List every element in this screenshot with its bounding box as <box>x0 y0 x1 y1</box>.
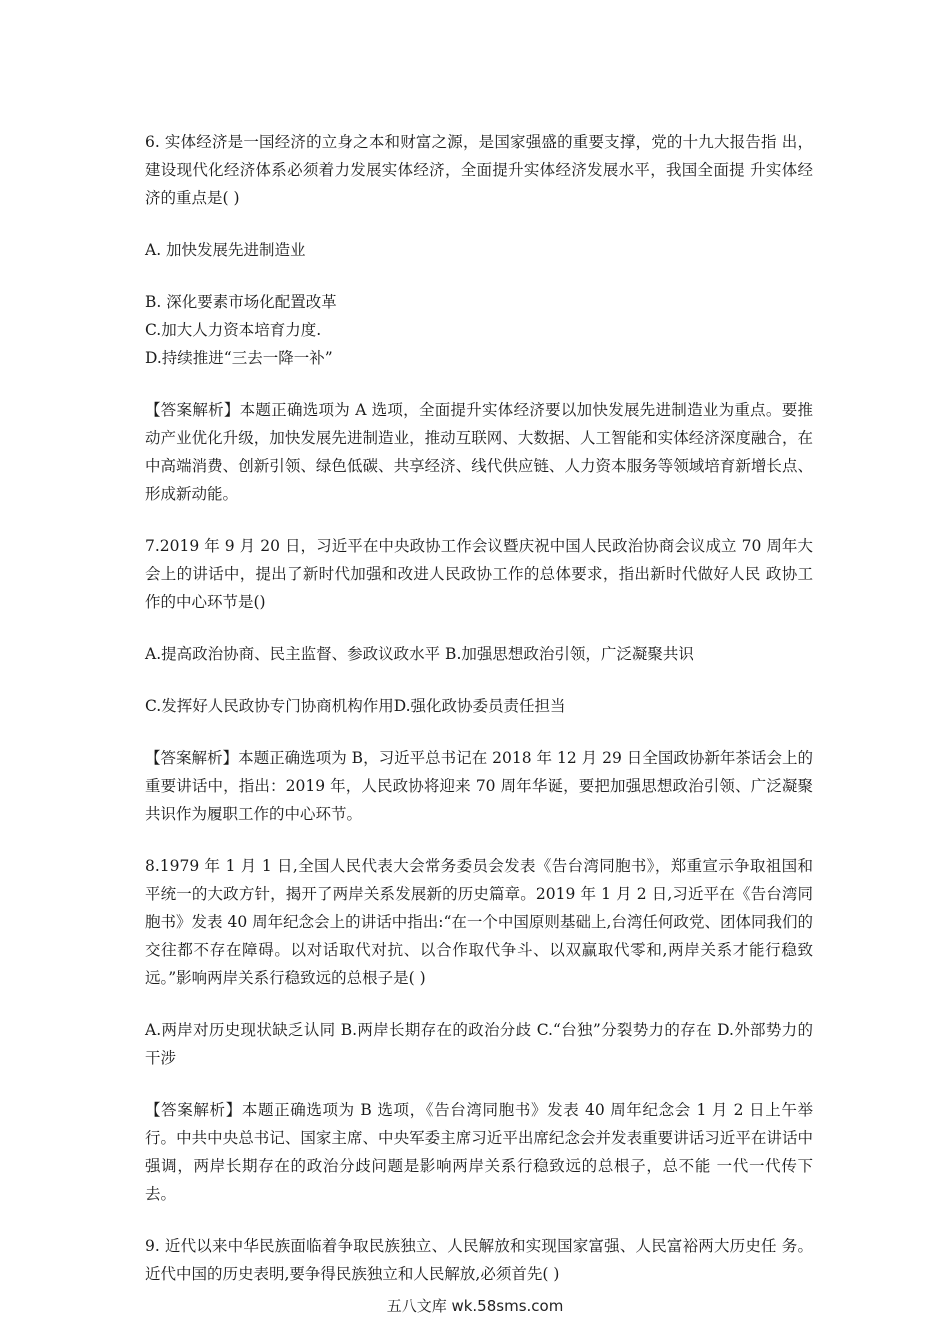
question-7-answer <box>145 744 813 828</box>
question-6-answer <box>145 396 813 508</box>
question-7-options-cd: C.发挥好人民政协专门协商机构作用D.强化政协委员责任担当 <box>145 697 566 715</box>
page-footer: 五八文库 wk.58sms.com <box>386 1297 564 1315</box>
answer-tag: 【答案解析】 <box>145 749 239 767</box>
answer-tag: 【答案解析】 <box>145 401 240 419</box>
question-9-stem: 9. 近代以来中华民族面临着争取民族独立、人民解放和实现国家富强、人民富裕两大历史任 务。近代中国的历史表明,要争得民族独立和人民解放,必须首先( ) <box>145 1237 813 1283</box>
question-6-option-a: A. 加快发展先进制造业 <box>145 241 306 259</box>
question-6-option-b: B. 深化要素市场化配置改革 <box>145 293 337 311</box>
question-6-option-c: C.加大人力资本培育力度. <box>145 321 322 339</box>
document-body <box>145 128 813 1288</box>
answer-text: 本题正确选项为 A 选项，全面提升实体经济要以加快发展先进制造业为重点。要推动产业优化升级，加快发展先进制造业，推动互联网、大数据、人工智能和实体经济深度融合，在中高端消费、创新引领、绿色低碳、共享经济、线代供应链、人力资本服务等领域培育新增长点、形成新动能。 <box>145 401 813 503</box>
question-8-options: A.两岸对历史现状缺乏认同 B.两岸长期存在的政治分歧 C.“台独”分裂势力的存在 D.外部势力的干涉 <box>145 1021 813 1067</box>
answer-tag: 【答案解析】 <box>145 1101 242 1119</box>
question-7-stem: 7.2019 年 9 月 20 日，习近平在中央政协工作会议暨庆祝中国人民政治协商会议成立 70 周年大会上的讲话中，提出了新时代加强和改进人民政协工作的总体要求，指出新时代做好人民 政协工作的中心环节是() <box>145 537 813 611</box>
question-6-option-d: D.持续推进“三去一降一补” <box>145 349 333 367</box>
answer-text: 本题正确选项为 B 选项，《告台湾同胞书》发表 40 周年纪念会 1 月 2 日上午举行。中共中央总书记、国家主席、中央军委主席习近平出席纪念会并发表重要讲话习近平在讲话中强调，两岸长期存在的政治分歧问题是影响两岸关系行稳致远的总根子，总不能 一代一代传下去。 <box>145 1101 813 1203</box>
question-8-stem: 8.1979 年 1 月 1 日,全国人民代表大会常务委员会发表《告台湾同胞书》，郑重宣示争取祖国和平统一的大政方针，揭开了两岸关系发展新的历史篇章。2019 年 1 月 2 日,习近平在《告台湾同胞书》发表 40 周年纪念会上的讲话中指出:“在一个中国原则基础上,台湾任何政党、团体同我们的交往都不存在障碍。以对话取代对抗、以合作取代争斗、以双赢取代零和,两岸关系才能行稳致远。”影响两岸关系行稳致远的总根子是( ) <box>145 857 813 987</box>
answer-text: 本题正确选项为 B，习近平总书记在 2018 年 12 月 29 日全国政协新年茶话会上的重要讲话中，指出：2019 年，人民政协将迎来 70 周年华诞，要把加强思想政治引领、广泛凝聚共识作为履职工作的中心环节。 <box>145 749 813 823</box>
question-6-stem: 6. 实体经济是一国经济的立身之本和财富之源，是国家强盛的重要支撑，党的十九大报告指 出，建设现代化经济体系必须着力发展实体经济，全面提升实体经济发展水平，我国全面提 升实体经济的重点是( ) <box>145 133 813 207</box>
question-7-options-ab: A.提高政治协商、民主监督、参政议政水平 B.加强思想政治引领，广泛凝聚共识 <box>145 645 694 663</box>
question-8-answer <box>145 1096 813 1208</box>
